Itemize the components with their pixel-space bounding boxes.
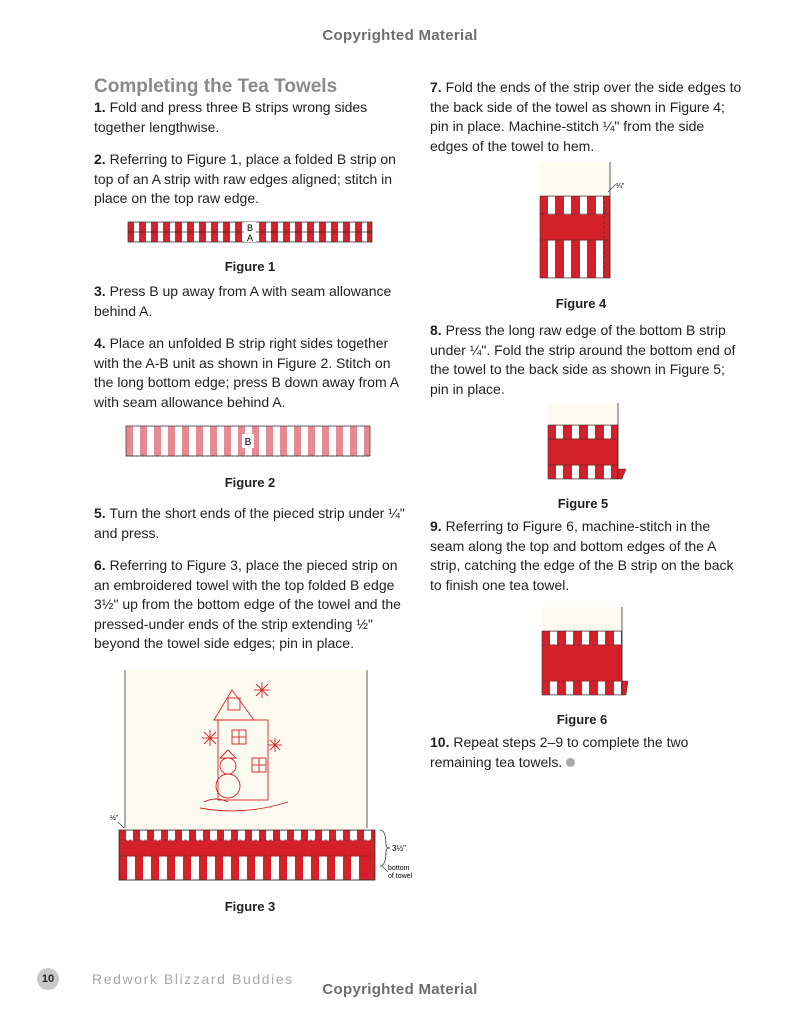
book-title: Redwork Blizzard Buddies xyxy=(92,971,294,987)
step-number: 8. xyxy=(430,322,442,338)
strip-stripe xyxy=(196,831,203,841)
strip-stripe xyxy=(550,632,557,645)
strip-stripe xyxy=(582,682,589,695)
strip-stripe xyxy=(614,682,621,695)
strip-stripe xyxy=(266,831,273,841)
strip-stripe xyxy=(303,857,311,880)
strip-stripe xyxy=(140,831,147,841)
strip-stripe xyxy=(350,831,357,841)
copyright-top: Copyrighted Material xyxy=(322,27,478,44)
strip-stripe xyxy=(239,857,247,880)
step-6 xyxy=(94,556,410,654)
strip-stripe xyxy=(143,857,151,880)
step-text: Repeat steps 2–9 to complete the two remaining tea towels. xyxy=(430,734,689,770)
strip-stripe xyxy=(319,857,327,880)
strip-stripe xyxy=(335,857,343,880)
strip-stripe xyxy=(564,197,571,215)
strip-stripe xyxy=(336,831,343,841)
strip-stripe xyxy=(255,857,263,880)
strip-stripe xyxy=(182,831,189,841)
step-number: 3. xyxy=(94,283,106,299)
strip-stripe xyxy=(566,682,573,695)
figure-2-diagram xyxy=(124,424,376,462)
strip-stripe xyxy=(287,427,294,456)
step-text: Referring to Figure 1, place a folded B strip on top of an A strip with raw edges aligned; stitch in place on the top raw edge. xyxy=(94,151,396,207)
figure-2-label-b: B xyxy=(244,437,252,448)
strip-stripe xyxy=(548,197,555,215)
figure-6-diagram xyxy=(540,607,632,699)
step-1 xyxy=(94,98,410,137)
strip-stripe xyxy=(252,831,259,841)
strip-stripe xyxy=(168,831,175,841)
strip-stripe xyxy=(598,632,605,645)
strip-stripe xyxy=(159,857,167,880)
step-number: 4. xyxy=(94,335,106,351)
step-9 xyxy=(430,517,746,595)
strip-stripe xyxy=(133,427,140,456)
end-bullet-icon xyxy=(566,758,575,767)
strip-stripe xyxy=(271,857,279,880)
figure-1-label-a: A xyxy=(246,233,254,243)
strip-stripe xyxy=(126,831,133,841)
step-text: Turn the short ends of the pieced strip under ¼" and press. xyxy=(94,505,405,541)
strip-stripe xyxy=(280,831,287,841)
step-3 xyxy=(94,282,410,321)
strip-stripe xyxy=(259,427,266,456)
strip-stripe xyxy=(210,831,217,841)
strip-stripe xyxy=(596,197,603,215)
step-number: 9. xyxy=(430,518,442,534)
strip-stripe xyxy=(207,857,215,880)
step-text: Place an unfolded B strip right sides together with the A-B unit as shown in Figure 2. Stitch on the long bottom edge; press B down away from A with seam allowance behind A. xyxy=(94,335,399,410)
step-7 xyxy=(430,78,746,156)
strip-stripe xyxy=(556,466,563,479)
figure-3-label-bottom: bottom of towel xyxy=(388,865,413,880)
strip-stripe xyxy=(604,466,611,479)
figure-4-label-quarter: ¼" xyxy=(616,183,625,190)
figure-1-caption: Figure 1 xyxy=(224,259,276,274)
strip-stripe xyxy=(564,241,571,278)
strip-stripe xyxy=(315,427,322,456)
figure-1-label-b: B xyxy=(246,223,254,233)
section-heading: Completing the Tea Towels xyxy=(94,76,338,97)
step-number: 7. xyxy=(430,79,442,95)
strip-stripe xyxy=(191,857,199,880)
step-text: Fold the ends of the strip over the side edges to the back side of the towel as shown in Figure 4; pin in place. Machine-stitch ¼" from the side edges of the towel to hem. xyxy=(430,79,742,154)
strip-stripe xyxy=(604,426,611,439)
strip-stripe xyxy=(175,427,182,456)
step-4 xyxy=(94,334,410,412)
strip-stripe xyxy=(364,831,371,841)
strip-stripe xyxy=(147,427,154,456)
strip-stripe xyxy=(301,427,308,456)
figure-3-caption: Figure 3 xyxy=(224,899,276,914)
strip-stripe xyxy=(580,197,587,215)
step-number: 2. xyxy=(94,151,106,167)
step-number: 1. xyxy=(94,99,106,115)
strip-stripe xyxy=(238,831,245,841)
strip-stripe xyxy=(308,831,315,841)
figure-4-caption: Figure 4 xyxy=(555,296,607,311)
strip-stripe xyxy=(566,632,573,645)
strip-stripe xyxy=(175,857,183,880)
figure-6-caption: Figure 6 xyxy=(556,712,608,727)
strip-stripe xyxy=(572,426,579,439)
step-2 xyxy=(94,150,410,209)
strip-stripe xyxy=(322,831,329,841)
figure-1-diagram xyxy=(126,220,376,244)
strip-stripe xyxy=(161,427,168,456)
strip-stripe xyxy=(343,427,350,456)
strip-stripe xyxy=(588,426,595,439)
strip-stripe xyxy=(203,427,210,456)
figure-2-caption: Figure 2 xyxy=(224,475,276,490)
strip-stripe xyxy=(294,831,301,841)
page-number: 10 xyxy=(37,968,59,990)
figure-5-diagram xyxy=(546,403,630,483)
strip-stripe xyxy=(231,427,238,456)
strip-stripe xyxy=(614,632,621,645)
strip-stripe xyxy=(224,831,231,841)
step-text: Fold and press three B strips wrong sides together lengthwise. xyxy=(94,99,368,135)
strip-stripe xyxy=(273,427,280,456)
figure-4-diagram xyxy=(538,162,638,282)
strip-stripe xyxy=(154,831,161,841)
strip-stripe xyxy=(223,857,231,880)
step-10 xyxy=(430,733,746,772)
figure-3-diagram xyxy=(104,670,424,882)
strip-stripe xyxy=(598,682,605,695)
step-8 xyxy=(430,321,746,399)
step-text: Press B up away from A with seam allowance behind A. xyxy=(94,283,392,319)
strip-stripe xyxy=(550,682,557,695)
figure-3-label-half: ½" xyxy=(110,815,119,822)
figure-5-caption: Figure 5 xyxy=(557,496,609,511)
strip-stripe xyxy=(127,857,135,880)
strip-stripe xyxy=(357,427,364,456)
strip-stripe xyxy=(287,857,295,880)
strip-stripe xyxy=(329,427,336,456)
strip-stripe xyxy=(189,427,196,456)
step-number: 5. xyxy=(94,505,106,521)
step-number: 6. xyxy=(94,557,106,573)
strip-stripe xyxy=(556,426,563,439)
strip-stripe xyxy=(596,241,603,278)
strip-stripe xyxy=(580,241,587,278)
strip-stripe xyxy=(582,632,589,645)
step-text: Referring to Figure 3, place the pieced strip on an embroidered towel with the top folded B edge 3½" up from the bottom edge of the towel and the pressed-under ends of the strip extending ½" beyond the towel side edges; pin in place. xyxy=(94,557,401,652)
step-number: 10. xyxy=(430,734,450,750)
figure-3-label-measure: 3½" xyxy=(392,844,406,853)
step-text: Press the long raw edge of the bottom B strip under ¼". Fold the strip around the bottom end of the towel to the back side as shown in Figure 5; pin in place. xyxy=(430,322,736,397)
strip-stripe xyxy=(572,466,579,479)
copyright-bottom: Copyrighted Material xyxy=(322,981,478,998)
strip-stripe xyxy=(548,241,555,278)
step-5 xyxy=(94,504,410,543)
strip-stripe xyxy=(351,857,359,880)
strip-stripe xyxy=(217,427,224,456)
step-text: Referring to Figure 6, machine-stitch in the seam along the top and bottom edges of the A strip, catching the edge of the B strip on the back to finish one tea towel. xyxy=(430,518,734,593)
strip-stripe xyxy=(588,466,595,479)
